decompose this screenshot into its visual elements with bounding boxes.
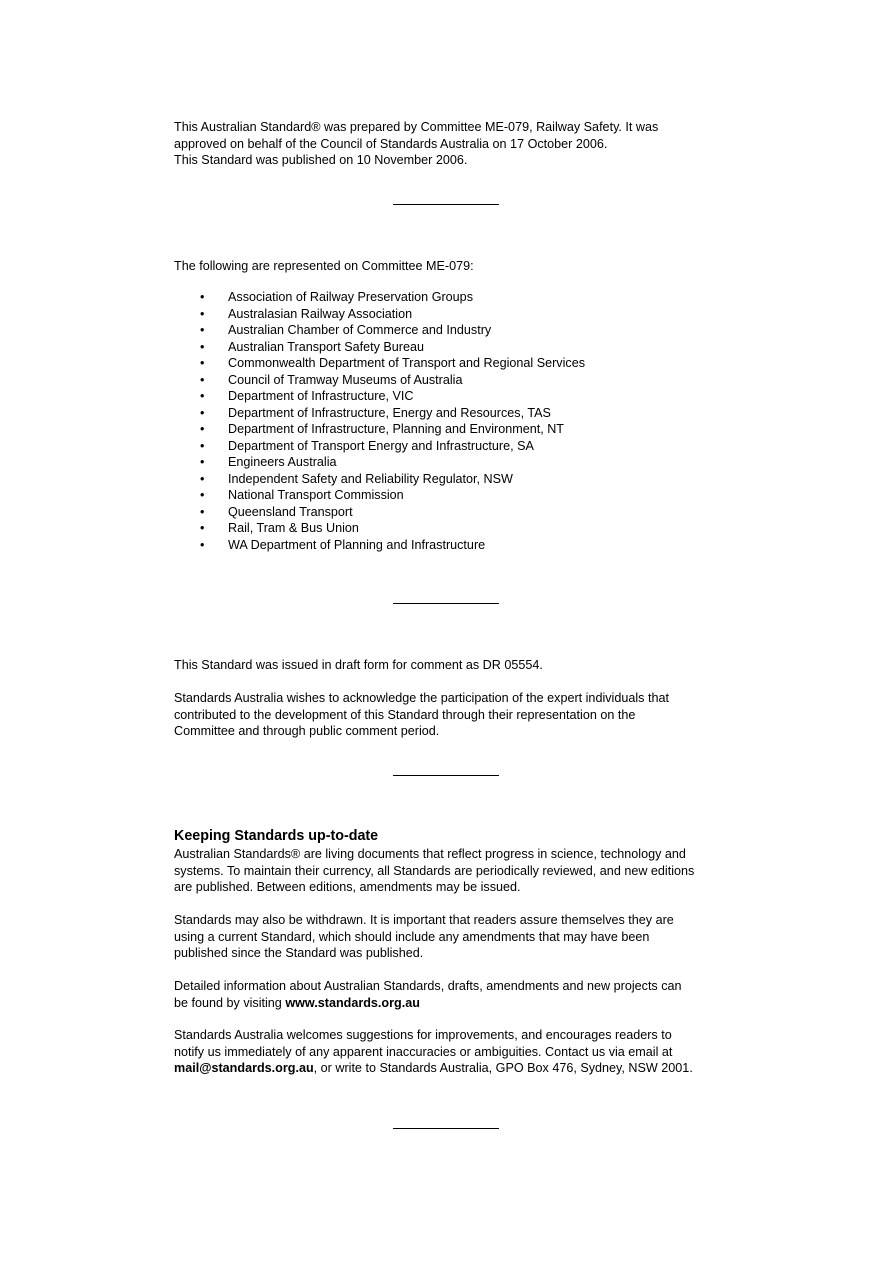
list-item	[174, 388, 734, 405]
paragraph-line: Detailed information about Australian Standards, drafts, amendments and new projects can	[174, 979, 682, 993]
bullet-icon: •	[200, 438, 205, 453]
list-item-label: Queensland Transport	[228, 504, 353, 519]
committee-intro-text: The following are represented on Committee ME-079:	[174, 259, 474, 273]
section-divider-3	[393, 775, 499, 776]
list-item	[174, 504, 734, 521]
committee-intro	[174, 258, 734, 275]
bullet-icon: •	[200, 306, 205, 321]
paragraph-line: notify us immediately of any apparent inaccuracies or ambiguities. Contact us via email at	[174, 1044, 673, 1059]
bullet-icon: •	[200, 405, 205, 420]
list-item-label: Australian Chamber of Commerce and Industry	[228, 323, 492, 337]
list-item-label: Rail, Tram & Bus Union	[228, 521, 359, 535]
list-item-label: Department of Infrastructure, Energy and Resources, TAS	[228, 405, 551, 420]
list-item-label: National Transport Commission	[228, 488, 404, 502]
postal-address-text: , or write to Standards Australia, GPO Box 476, Sydney, NSW 2001.	[313, 1061, 693, 1075]
preparation-statement	[174, 119, 734, 169]
list-item-label: Association of Railway Preservation Groups	[228, 290, 473, 304]
bullet-icon: •	[200, 488, 205, 502]
list-item	[174, 306, 734, 323]
list-item-label: Australasian Railway Association	[228, 306, 413, 321]
draft-notice-text: This Standard was issued in draft form for comment as DR 05554.	[174, 658, 543, 672]
paragraph-line	[174, 1060, 734, 1077]
draft-notice	[174, 657, 734, 674]
list-item	[174, 289, 734, 306]
bullet-icon: •	[200, 323, 205, 337]
bullet-icon: •	[200, 389, 205, 403]
preparation-line-1: This Australian Standard® was prepared by Committee ME-079, Railway Safety. It was	[174, 120, 659, 134]
website-link[interactable]: www.standards.org.au	[285, 995, 420, 1010]
bullet-icon: •	[200, 455, 205, 469]
list-item-label: Department of Transport Energy and Infrastructure, SA	[228, 438, 534, 453]
website-prefix: be found by visiting	[174, 995, 286, 1010]
email-link[interactable]: mail@standards.org.au	[174, 1061, 314, 1075]
preparation-line-2: approved on behalf of the Council of Standards Australia on 17 October 2006.	[174, 136, 608, 151]
list-item	[174, 372, 734, 389]
bullet-icon: •	[200, 537, 205, 552]
list-item	[174, 405, 734, 422]
paragraph-line: published since the Standard was published.	[174, 946, 424, 960]
bullet-icon: •	[200, 290, 205, 304]
list-item	[174, 454, 734, 471]
living-documents-paragraph	[174, 846, 734, 896]
paragraph-line: systems. To maintain their currency, all Standards are periodically reviewed, and new editions	[174, 863, 695, 878]
bullet-icon: •	[200, 504, 205, 519]
paragraph-line: are published. Between editions, amendments may be issued.	[174, 880, 521, 894]
list-item	[174, 421, 734, 438]
bullet-icon: •	[200, 356, 205, 370]
paragraph-line: Standards may also be withdrawn. It is important that readers assure themselves they are	[174, 913, 674, 927]
list-item	[174, 355, 734, 372]
paragraph-line: using a current Standard, which should include any amendments that may have been	[174, 929, 650, 944]
paragraph-line: Australian Standards® are living documents that reflect progress in science, technology and	[174, 847, 686, 861]
list-item-label: Department of Infrastructure, VIC	[228, 389, 414, 403]
paragraph-line: Standards Australia welcomes suggestions for improvements, and encourages readers to	[174, 1028, 672, 1042]
list-item	[174, 471, 734, 488]
section-divider-4	[393, 1128, 499, 1129]
paragraph-line	[174, 995, 734, 1012]
list-item-label: Commonwealth Department of Transport and Regional Services	[228, 356, 585, 370]
bullet-icon: •	[200, 422, 205, 436]
acknowledgement-line-3: Committee and through public comment period.	[174, 724, 440, 738]
bullet-icon: •	[200, 471, 205, 486]
committee-member-list	[174, 289, 734, 553]
list-item-label: Australian Transport Safety Bureau	[228, 339, 425, 354]
list-item-label: Department of Infrastructure, Planning and Environment, NT	[228, 422, 564, 436]
acknowledgement-line-2: contributed to the development of this Standard through their representation on the	[174, 707, 636, 722]
bullet-icon: •	[200, 372, 205, 387]
bullet-icon: •	[200, 521, 205, 535]
list-item	[174, 520, 734, 537]
list-item	[174, 537, 734, 554]
list-item-label: Council of Tramway Museums of Australia	[228, 372, 463, 387]
section-heading: Keeping Standards up-to-date	[174, 828, 379, 844]
publication-date-line: This Standard was published on 10 November 2006.	[174, 153, 468, 167]
list-item-label: Engineers Australia	[228, 455, 337, 469]
website-paragraph	[174, 978, 734, 1011]
list-item	[174, 487, 734, 504]
bullet-icon: •	[200, 339, 205, 354]
acknowledgement-line-1: Standards Australia wishes to acknowledge the participation of the expert individuals that	[174, 691, 669, 705]
section-divider-2	[393, 603, 499, 604]
list-item-label: Independent Safety and Reliability Regulator, NSW	[228, 471, 513, 486]
list-item-label: WA Department of Planning and Infrastructure	[228, 537, 486, 552]
acknowledgement-paragraph	[174, 690, 734, 740]
withdrawn-paragraph	[174, 912, 734, 962]
contact-paragraph	[174, 1027, 734, 1077]
list-item	[174, 322, 734, 339]
list-item	[174, 438, 734, 455]
list-item	[174, 339, 734, 356]
section-divider-1	[393, 204, 499, 205]
